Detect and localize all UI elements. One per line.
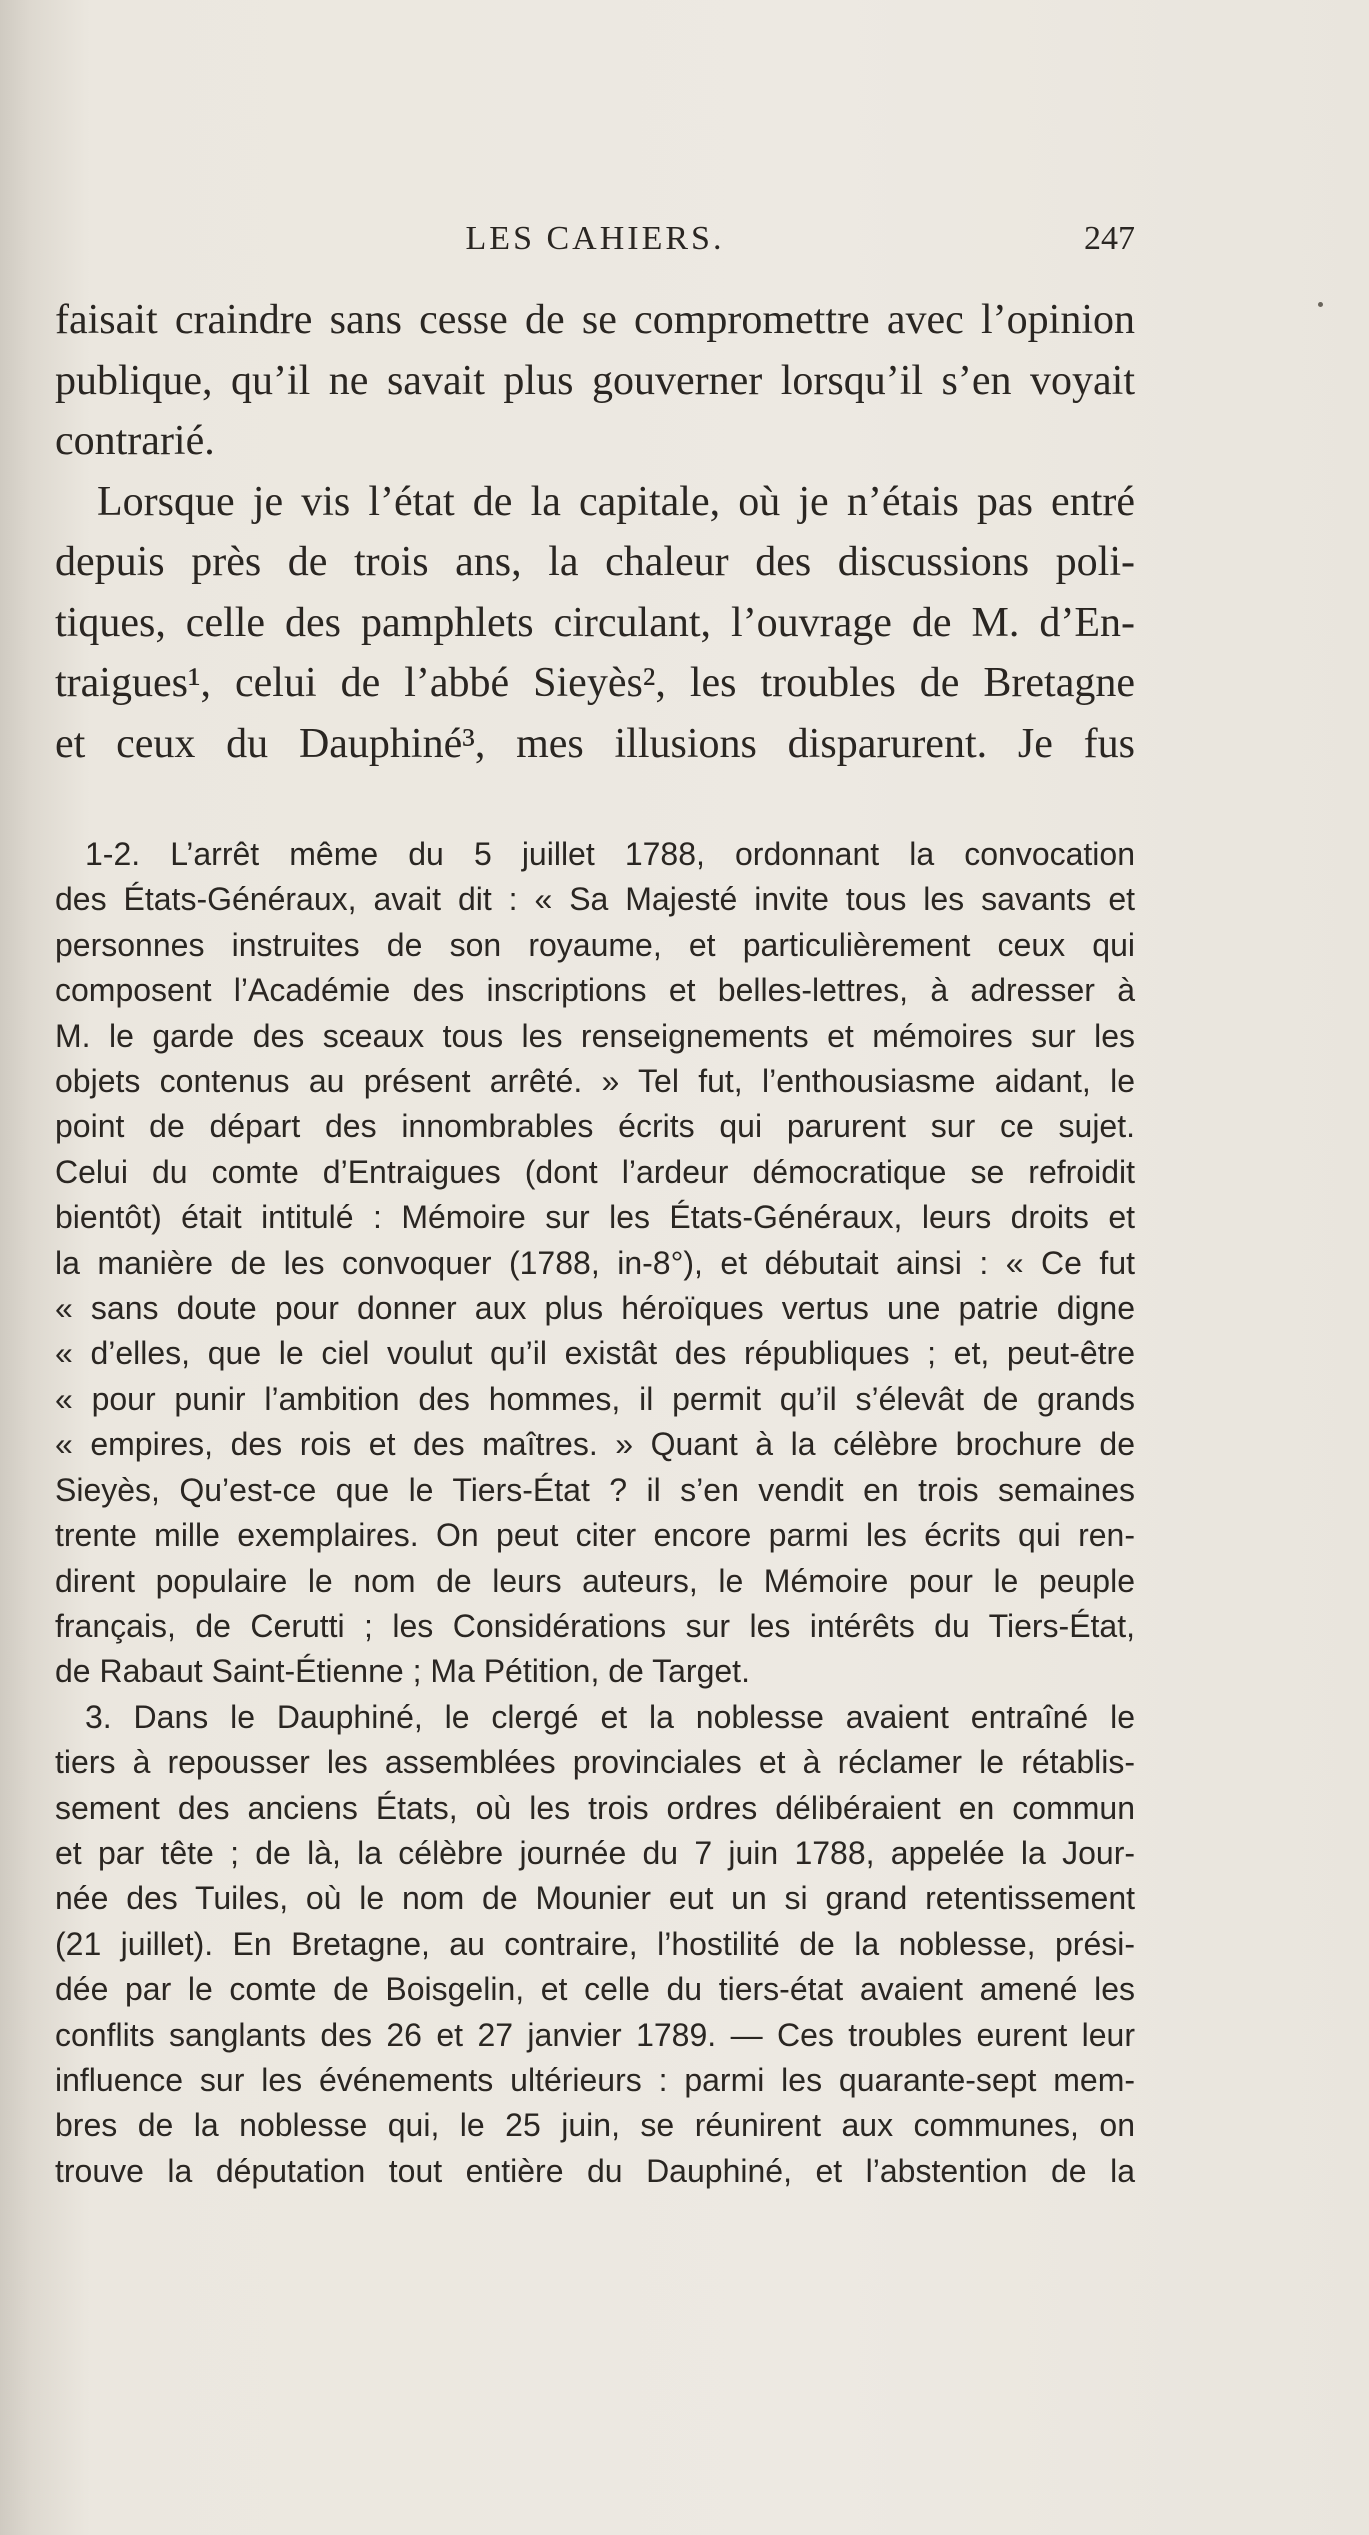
text-line: faisait craindre sans cesse de se compromettre avec l’opinion bbox=[55, 297, 1135, 343]
footnote-line: conflits sanglants des 26 et 27 janvier 1789. — Ces troubles eurent leur bbox=[55, 2016, 1135, 2053]
text-line: traigues¹, celui de l’abbé Sieyès², les troubles de Bretagne bbox=[55, 660, 1135, 706]
footnote-line: « d’elles, que le ciel voulut qu’il existât des républiques ; et, peut-être bbox=[55, 1335, 1135, 1372]
footnote-line: trouve la députation tout entière du Dauphiné, et l’abstention de la bbox=[55, 2152, 1135, 2189]
page-header bbox=[55, 220, 1135, 270]
footnote-line: influence sur les événements ultérieurs : parmi les quarante-sept mem- bbox=[55, 2061, 1135, 2098]
running-title: LES CAHIERS. bbox=[465, 220, 725, 257]
text-line: tiques, celle des pamphlets circulant, l’ouvrage de M. d’En- bbox=[55, 599, 1135, 646]
footnote-line: de Rabaut Saint-Étienne ; Ma Pétition, de Target. bbox=[55, 1653, 750, 1690]
footnote-line: point de départ des innombrables écrits qui parurent sur ce sujet. bbox=[55, 1108, 1135, 1145]
footnote-line: trente mille exemplaires. On peut citer encore parmi les écrits qui ren- bbox=[55, 1517, 1135, 1554]
paper-speck bbox=[1318, 302, 1323, 307]
footnote-line: sement des anciens États, où les trois ordres délibéraient en commun bbox=[55, 1789, 1135, 1826]
footnote-line: « sans doute pour donner aux plus héroïques vertus une patrie digne bbox=[55, 1290, 1135, 1327]
page-number: 247 bbox=[1084, 220, 1135, 257]
text-line: Lorsque je vis l’état de la capitale, où je n’étais pas entré bbox=[97, 478, 1135, 525]
footnote-line: Celui du comte d’Entraigues (dont l’ardeur démocratique se refroidit bbox=[55, 1153, 1135, 1190]
footnote-line: (21 juillet). En Bretagne, au contraire, l’hostilité de la noblesse, prési- bbox=[55, 1925, 1135, 1962]
footnote-line: « pour punir l’ambition des hommes, il permit qu’il s’élevât de grands bbox=[55, 1380, 1135, 1417]
footnote-line: français, de Cerutti ; les Considérations sur les intérêts du Tiers-État, bbox=[55, 1607, 1135, 1644]
footnote-line: dée par le comte de Boisgelin, et celle du tiers-état avaient amené les bbox=[55, 1971, 1135, 2008]
footnote-line: tiers à repousser les assemblées provinciales et à réclamer le rétablis- bbox=[55, 1744, 1135, 1781]
footnote-line: 1-2. L’arrêt même du 5 juillet 1788, ordonnant la convocation bbox=[85, 836, 1135, 872]
footnote-line: objets contenus au présent arrêté. » Tel fut, l’enthousiasme aidant, le bbox=[55, 1063, 1135, 1100]
footnote-line: des États-Généraux, avait dit : « Sa Majesté invite tous les savants et bbox=[55, 881, 1135, 918]
footnotes bbox=[55, 832, 1135, 2194]
footnote-line: et par tête ; de là, la célèbre journée du 7 juin 1788, appelée la Jour- bbox=[55, 1834, 1135, 1871]
footnote-line: personnes instruites de son royaume, et particulièrement ceux qui bbox=[55, 926, 1135, 963]
footnote-line: dirent populaire le nom de leurs auteurs, le Mémoire pour le peuple bbox=[55, 1562, 1135, 1599]
footnote-line: bres de la noblesse qui, le 25 juin, se réunirent aux communes, on bbox=[55, 2107, 1135, 2144]
footnote-line: Sieyès, Qu’est-ce que le Tiers-État ? il s’en vendit en trois semaines bbox=[55, 1471, 1135, 1508]
footnote-line: 3. Dans le Dauphiné, le clergé et la noblesse avaient entraîné le bbox=[85, 1698, 1135, 1735]
main-text bbox=[55, 290, 1135, 774]
footnote-line: la manière de les convoquer (1788, in-8°), et débutait ainsi : « Ce fut bbox=[55, 1244, 1135, 1281]
footnote-line: née des Tuiles, où le nom de Mounier eut un si grand retentissement bbox=[55, 1880, 1135, 1917]
text-line: contrarié. bbox=[55, 418, 215, 464]
text-line: publique, qu’il ne savait plus gouverner lorsqu’il s’en voyait bbox=[55, 357, 1135, 404]
footnote-line: bientôt) était intitulé : Mémoire sur les États-Généraux, leurs droits et bbox=[55, 1199, 1135, 1236]
footnote-line: M. le garde des sceaux tous les renseignements et mémoires sur les bbox=[55, 1017, 1135, 1054]
footnote-line: « empires, des rois et des maîtres. » Quant à la célèbre brochure de bbox=[55, 1426, 1135, 1463]
text-line: et ceux du Dauphiné³, mes illusions disparurent. Je fus bbox=[55, 720, 1135, 767]
text-line: depuis près de trois ans, la chaleur des discussions poli- bbox=[55, 539, 1135, 585]
footnote-line: composent l’Académie des inscriptions et belles-lettres, à adresser à bbox=[55, 972, 1135, 1009]
